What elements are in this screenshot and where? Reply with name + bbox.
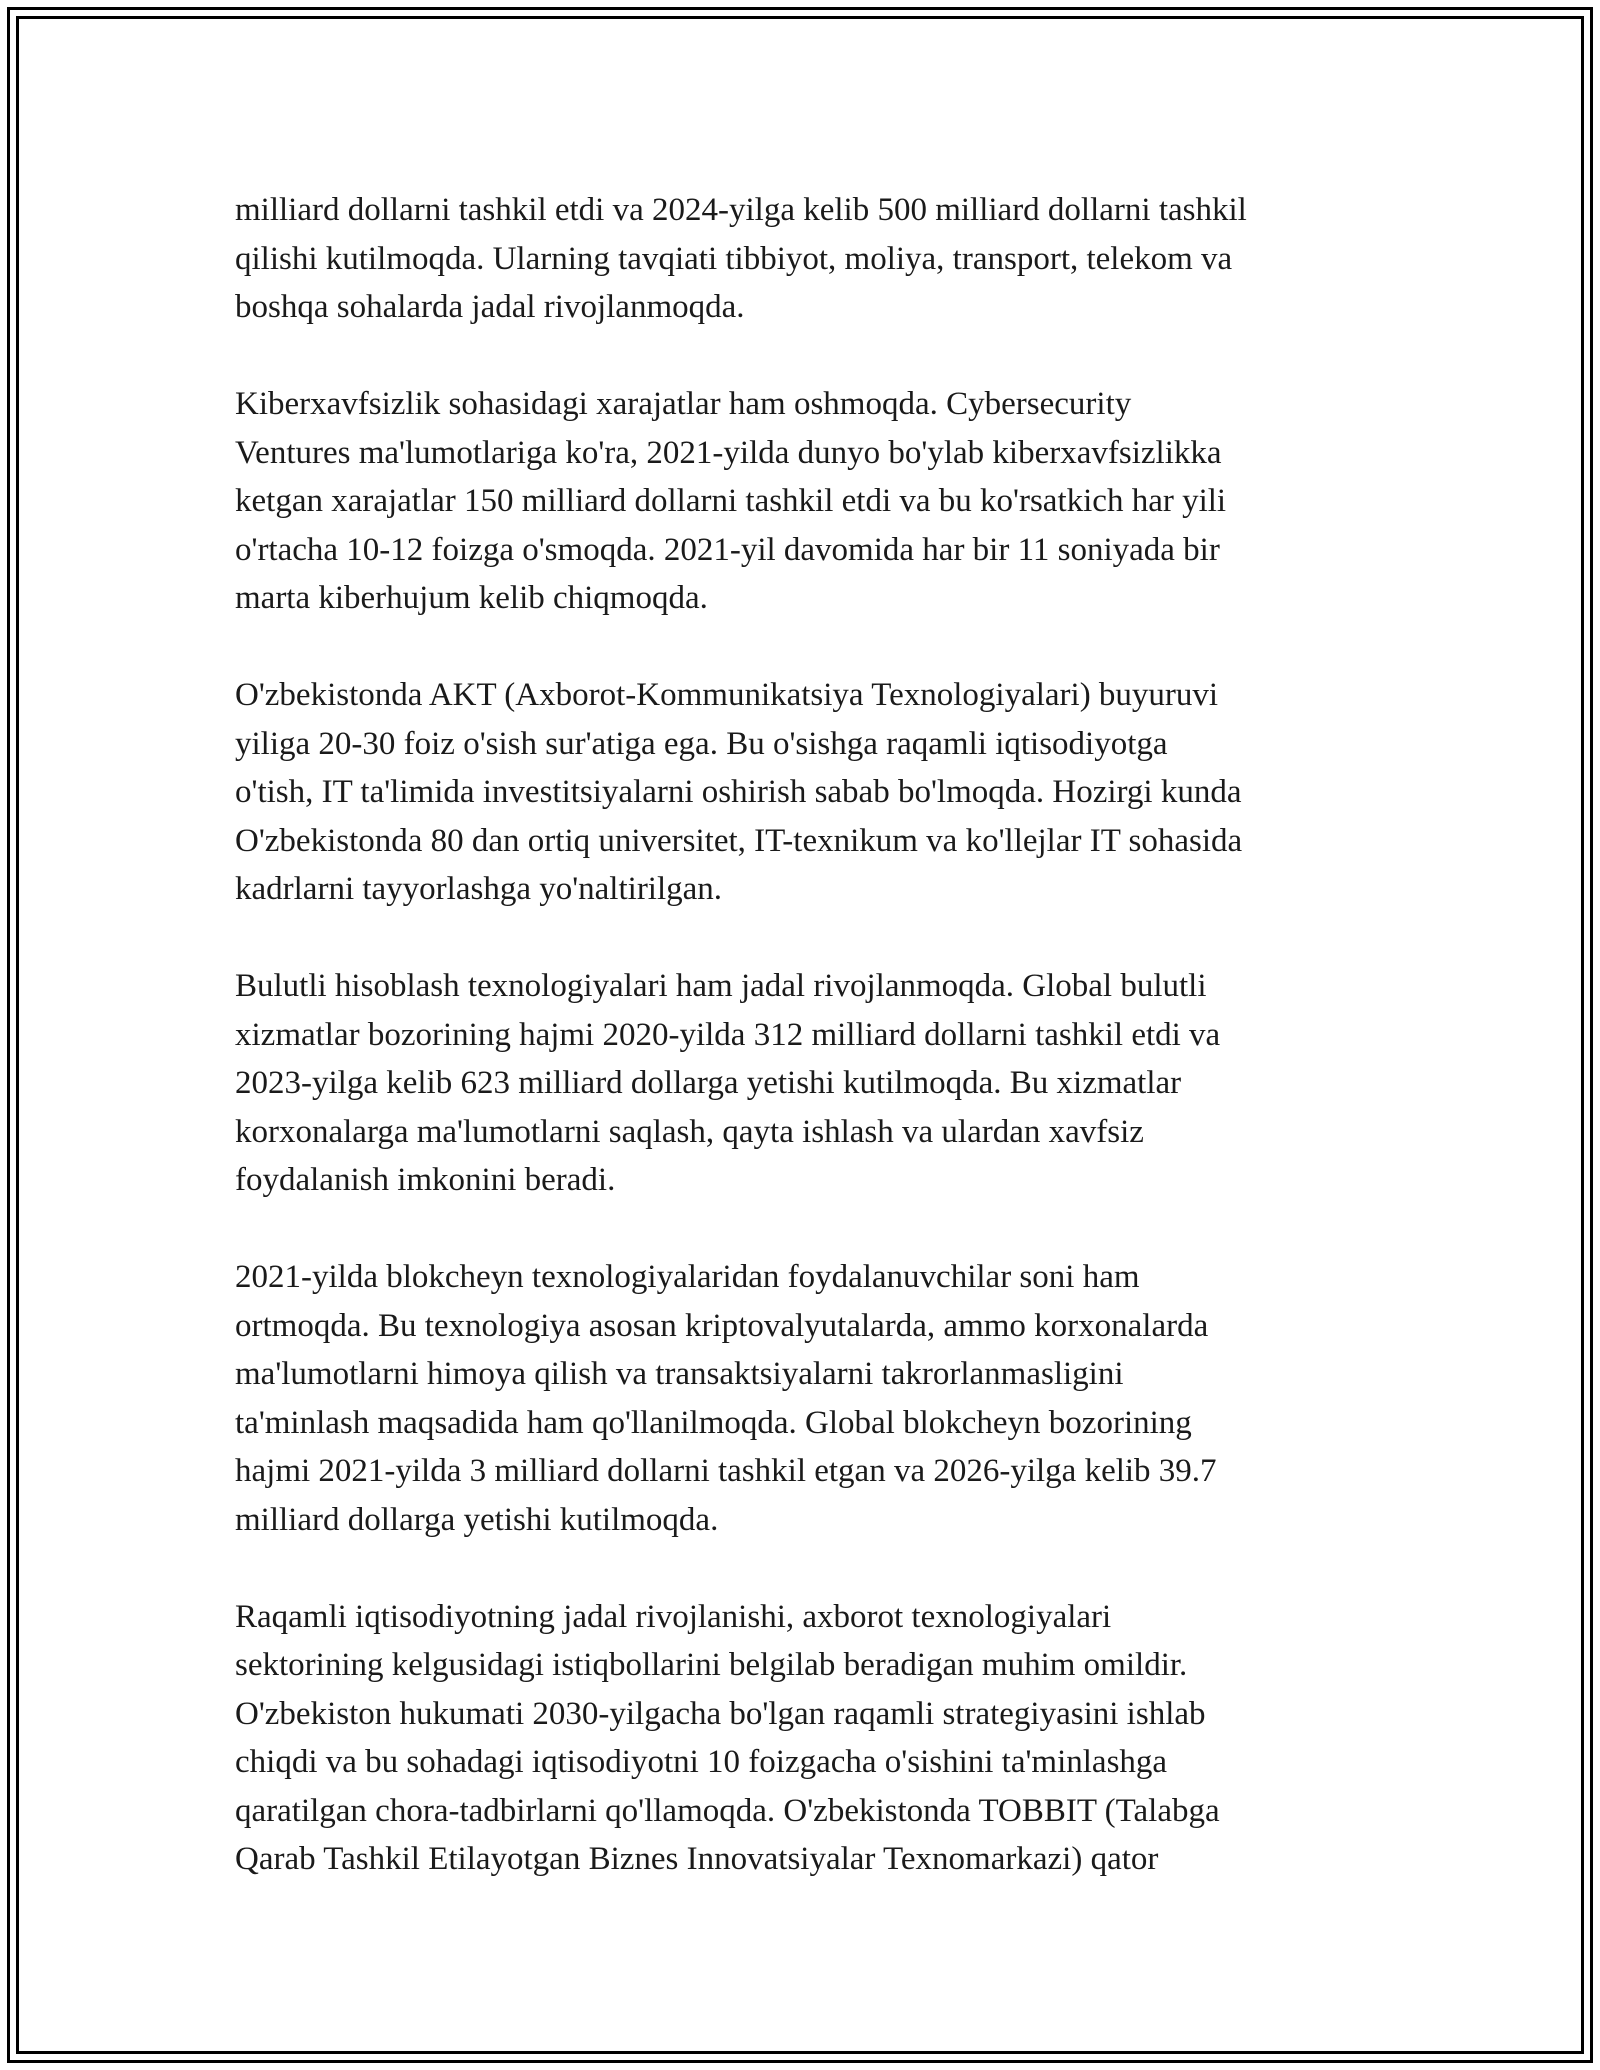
text-line: o'tish, IT ta'limida investitsiyalarni oshirish sabab bo'lmoqda. Hozirgi kunda (235, 774, 1242, 810)
text-line: Bulutli hisoblash texnologiyalari ham jadal rivojlanmoqda. Global bulutli (235, 968, 1207, 1004)
document-body (235, 186, 1375, 1932)
text-line: milliard dollarni tashkil etdi va 2024-yilga kelib 500 milliard dollarni tashkil (235, 192, 1247, 228)
text-line: Raqamli iqtisodiyotning jadal rivojlanishi, axborot texnologiyalari (235, 1598, 1112, 1635)
text-line: hajmi 2021-yilda 3 milliard dollarni tashkil etgan va 2026-yilga kelib 39.7 (235, 1453, 1217, 1489)
text-line: 2021-yilda blokcheyn texnologiyalaridan foydalanuvchilar soni ham (235, 1259, 1140, 1295)
text-line: qilishi kutilmoqda. Ularning tavqiati tibbiyot, moliya, transport, telekom va (235, 240, 1233, 277)
text-line: kadrlarni tayyorlashga yo'naltirilgan. (235, 871, 723, 907)
paragraph-blockchain (235, 1253, 1375, 1544)
paragraph-ict-uzbekistan (235, 671, 1375, 914)
text-line: ketgan xarajatlar 150 milliard dollarni tashkil etdi va bu ko'rsatkich har yili (235, 483, 1227, 519)
text-line: xizmatlar bozorining hajmi 2020-yilda 312 milliard dollarni tashkil etdi va (235, 1016, 1221, 1053)
text-line: foydalanish imkonini beradi. (235, 1162, 616, 1198)
text-line: 2023-yilga kelib 623 milliard dollarga yetishi kutilmoqda. Bu xizmatlar (235, 1065, 1182, 1101)
text-line: boshqa sohalarda jadal rivojlanmoqda. (235, 289, 745, 325)
text-line: chiqdi va bu sohadagi iqtisodiyotni 10 foizgacha o'sishini ta'minlashga (235, 1744, 1168, 1780)
paragraph-cloud-computing (235, 962, 1375, 1205)
text-line: Qarab Tashkil Etilayotgan Biznes Innovatsiyalar Texnomarkazi) qator (235, 1841, 1159, 1877)
text-line: O'zbekiston hukumati 2030-yilgacha bo'lgan raqamli strategiyasini ishlab (235, 1695, 1206, 1732)
text-line: korxonalarga ma'lumotlarni saqlash, qayta ishlash va ulardan xavfsiz (235, 1113, 1144, 1150)
text-line: yiliga 20-30 foiz o'sish sur'atiga ega. Bu o'sishga raqamli iqtisodiyotga (235, 725, 1168, 762)
text-line: O'zbekistonda AKT (Axborot-Kommunikatsiya Texnologiyalari) buyuruvi (235, 677, 1219, 713)
text-line: Kiberxavfsizlik sohasidagi xarajatlar ham oshmoqda. Cybersecurity (235, 386, 1132, 422)
text-line: ta'minlash maqsadida ham qo'llanilmoqda. Global blokcheyn bozorining (235, 1404, 1192, 1441)
text-line: qaratilgan chora-tadbirlarni qo'llamoqda. O'zbekistonda TOBBIT (Talabga (235, 1792, 1220, 1829)
text-line: sektorining kelgusidagi istiqbollarini belgilab beradigan muhim omildir. (235, 1647, 1188, 1683)
paragraph-market-growth (235, 186, 1375, 332)
text-line: o'rtacha 10-12 foizga o'smoqda. 2021-yil davomida har bir 11 soniyada bir (235, 531, 1220, 568)
text-line: O'zbekistonda 80 dan ortiq universitet, IT-texnikum va ko'llejlar IT sohasida (235, 822, 1243, 859)
text-line: ma'lumotlarni himoya qilish va transaktsiyalarni takrorlanmasligini (235, 1356, 1124, 1392)
text-line: ortmoqda. Bu texnologiya asosan kriptovalyutalarda, ammo korxonalarda (235, 1307, 1209, 1344)
paragraph-cybersecurity (235, 380, 1375, 623)
paragraph-digital-economy (235, 1593, 1375, 1884)
text-line: Ventures ma'lumotlariga ko'ra, 2021-yilda dunyo bo'ylab kiberxavfsizlikka (235, 434, 1222, 471)
text-line: marta kiberhujum kelib chiqmoqda. (235, 580, 708, 616)
text-line: milliard dollarga yetishi kutilmoqda. (235, 1501, 719, 1538)
